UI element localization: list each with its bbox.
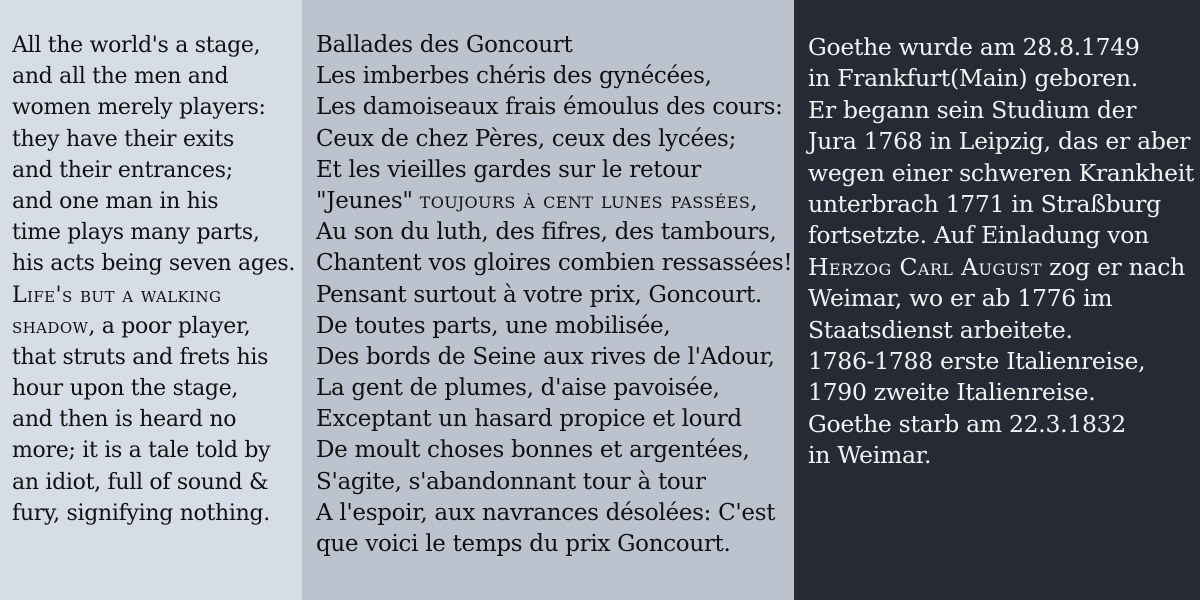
text-line: Jura 1768 in Leipzig, das er aber xyxy=(808,127,1191,156)
panel-shakespeare xyxy=(0,0,302,600)
text-line: Weimar, wo er ab 1776 im xyxy=(808,284,1113,313)
text-line: Ceux de chez Pères, ceux des lycées; xyxy=(316,125,737,152)
text-line: Pensant surtout à votre prix, Goncourt. xyxy=(316,281,762,308)
text-line: wegen einer schweren Krankheit xyxy=(808,158,1195,187)
text-run: zog er nach xyxy=(1041,252,1185,281)
text-block xyxy=(808,32,1194,471)
text-line: Er begann sein Studium der xyxy=(808,95,1137,124)
smallcaps-run: Herzog Carl August xyxy=(808,252,1042,281)
text-line: De toutes parts, une mobilisée, xyxy=(316,312,671,339)
text-run: , xyxy=(750,187,758,214)
text-line: 1786-1788 erste Italienreise, xyxy=(808,346,1146,375)
text-block xyxy=(316,30,793,560)
text-run: , a poor player, xyxy=(88,313,251,339)
text-run: "Jeunes" xyxy=(316,187,420,214)
text-line: Ballades des Goncourt xyxy=(316,32,573,58)
text-line: that struts and frets his xyxy=(12,344,269,370)
text-line: A l'espoir, aux navrances désolées: C'est xyxy=(316,499,776,526)
text-line: his acts being seven ages. xyxy=(12,251,296,277)
text-line: and their entrances; xyxy=(12,157,233,183)
text-line: women merely players: xyxy=(12,95,266,121)
text-line: in Weimar. xyxy=(808,441,932,470)
text-line: time plays many parts, xyxy=(12,220,260,246)
text-line: que voici le temps du prix Goncourt. xyxy=(316,531,731,557)
text-line: Exceptant un hasard propice et lourd xyxy=(316,406,742,433)
text-line: S'agite, s'abandonnant tour à tour xyxy=(316,468,706,495)
panel-goncourt xyxy=(302,0,794,600)
text-line: unterbrach 1771 in Straßburg xyxy=(808,189,1161,218)
text-line xyxy=(12,311,296,342)
text-line: Goethe starb am 22.3.1832 xyxy=(808,409,1126,438)
text-line: fortsetzte. Auf Einladung von xyxy=(808,221,1149,250)
text-line: hour upon the stage, xyxy=(12,376,239,402)
text-line: an idiot, full of sound & xyxy=(12,469,269,495)
text-line: All the world's a stage, xyxy=(12,33,261,58)
text-line: Chantent vos gloires combien ressassées! xyxy=(316,250,793,277)
text-line: La gent de plumes, d'aise pavoisée, xyxy=(316,375,720,402)
text-line: they have their exits xyxy=(12,126,235,152)
text-line: and then is heard no xyxy=(12,407,237,433)
text-line: Au son du luth, des fifres, des tambours, xyxy=(316,219,777,246)
text-line: Les imberbes chéris des gynécées, xyxy=(316,63,712,90)
text-line: De moult choses bonnes et argentées, xyxy=(316,437,750,464)
smallcaps-run: shadow xyxy=(12,313,89,339)
smallcaps-run: toujours à cent lunes passées xyxy=(419,187,751,214)
text-line xyxy=(316,186,788,217)
panel-goethe xyxy=(794,0,1200,600)
text-line: Life's but a walking xyxy=(12,282,222,308)
text-block xyxy=(12,30,296,529)
text-line: and all the men and xyxy=(12,64,229,90)
text-line: 1790 zweite Italienreise. xyxy=(808,378,1096,407)
text-line: Staatsdienst arbeitete. xyxy=(808,315,1073,344)
text-line: Des bords de Seine aux rives de l'Adour, xyxy=(316,343,775,370)
text-line: in Frankfurt(Main) geboren. xyxy=(808,64,1138,93)
text-line: Les damoiseaux frais émoulus des cours: xyxy=(316,94,783,121)
text-line: more; it is a tale told by xyxy=(12,438,271,464)
text-line: fury, signifying nothing. xyxy=(12,500,270,526)
text-line: Et les vieilles gardes sur le retour xyxy=(316,156,701,183)
text-line: Goethe wurde am 28.8.1749 xyxy=(808,33,1140,61)
text-line xyxy=(808,252,1194,283)
text-line: and one man in his xyxy=(12,188,219,214)
